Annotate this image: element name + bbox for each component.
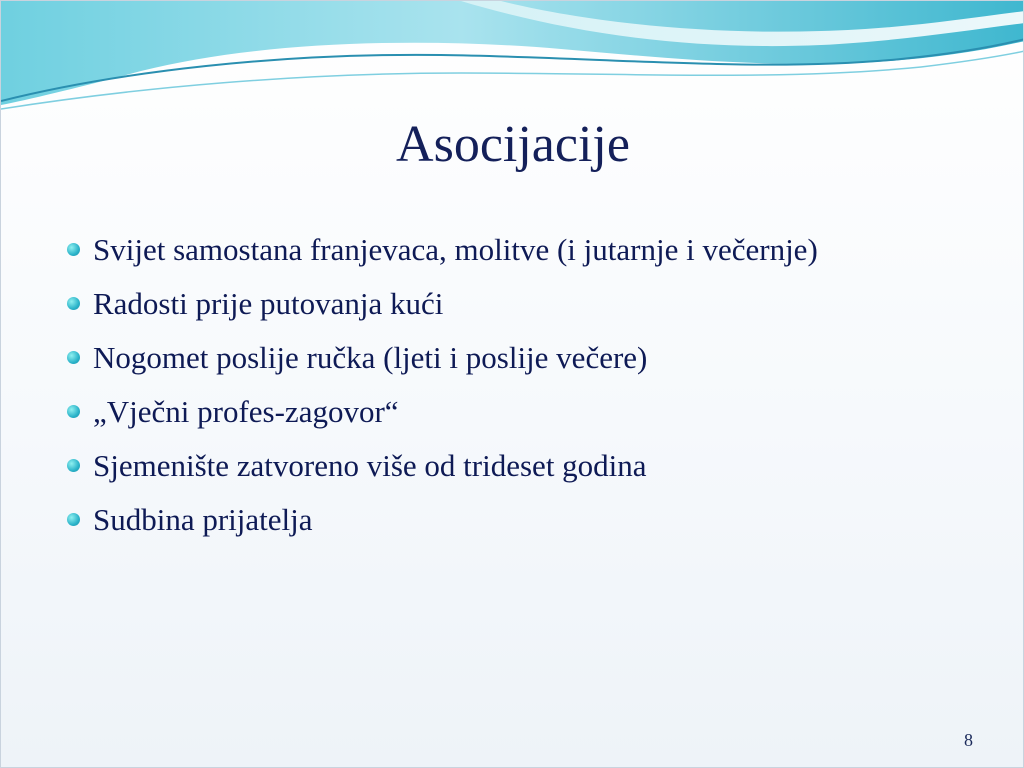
bullet-dot-icon xyxy=(67,243,80,256)
bullet-dot-icon xyxy=(67,297,80,310)
bullet-item xyxy=(63,223,818,277)
bullet-item xyxy=(63,331,818,385)
bullet-dot-icon xyxy=(67,459,80,472)
bullet-item xyxy=(63,277,818,331)
wave-banner-decoration xyxy=(1,1,1024,121)
bullet-item xyxy=(63,385,818,439)
bullet-text: Sudbina prijatelja xyxy=(93,502,313,537)
page-number: 8 xyxy=(964,730,973,750)
bullet-text: Sjemenište zatvoreno više od trideset godina xyxy=(93,448,647,483)
bullet-item xyxy=(63,493,818,547)
slide-title: Asocijacije xyxy=(396,116,630,173)
bullet-dot-icon xyxy=(67,351,80,364)
bullet-text: „Vječni profes-zagovor“ xyxy=(93,394,399,429)
bullet-dot-icon xyxy=(67,513,80,526)
bullet-text: Radosti prije putovanja kući xyxy=(93,286,444,321)
bullet-text: Nogomet poslije ručka (ljeti i poslije večere) xyxy=(93,340,648,375)
bullet-text: Svijet samostana franjevaca, molitve (i jutarnje i večernje) xyxy=(93,232,818,267)
bullet-item xyxy=(63,439,818,493)
bullet-list xyxy=(63,223,818,547)
bullet-dot-icon xyxy=(67,405,80,418)
